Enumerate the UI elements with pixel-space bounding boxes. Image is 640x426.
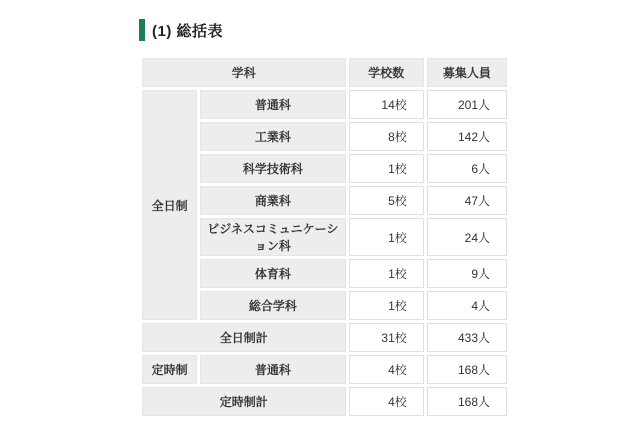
schools-cell: 1校 [349, 259, 424, 288]
header-people: 募集人員 [427, 58, 507, 87]
people-cell: 168人 [427, 387, 507, 416]
summary-table [139, 55, 510, 419]
schools-cell: 1校 [349, 291, 424, 320]
dept-cell: 普通科 [200, 355, 345, 384]
group-cell-part-time: 定時制 [142, 355, 197, 384]
people-cell: 201人 [427, 90, 507, 119]
table-row [142, 90, 507, 119]
dept-cell: 科学技術科 [200, 154, 345, 183]
dept-cell: 体育科 [200, 259, 345, 288]
people-cell: 47人 [427, 186, 507, 215]
schools-cell: 14校 [349, 90, 424, 119]
content-area [139, 19, 510, 419]
dept-cell: ビジネスコミュニケーション科 [200, 218, 345, 256]
dept-cell: 工業科 [200, 122, 345, 151]
page-title: (1) 総括表 [152, 22, 224, 40]
schools-cell: 4校 [349, 355, 424, 384]
dept-cell: 総合学科 [200, 291, 345, 320]
schools-cell: 31校 [349, 323, 424, 352]
people-cell: 9人 [427, 259, 507, 288]
header-dept: 学科 [142, 58, 346, 87]
schools-cell: 5校 [349, 186, 424, 215]
total-row-full-time [142, 323, 507, 352]
header-schools: 学校数 [349, 58, 424, 87]
header-row [142, 58, 507, 87]
people-cell: 142人 [427, 122, 507, 151]
total-row-part-time [142, 387, 507, 416]
people-cell: 6人 [427, 154, 507, 183]
dept-cell: 普通科 [200, 90, 345, 119]
schools-cell: 4校 [349, 387, 424, 416]
table-row [142, 355, 507, 384]
section-heading [139, 19, 510, 41]
people-cell: 24人 [427, 218, 507, 256]
dept-cell: 商業科 [200, 186, 345, 215]
group-cell-full-time: 全日制 [142, 90, 197, 320]
green-accent-bar [139, 19, 145, 41]
total-label-cell: 全日制計 [142, 323, 346, 352]
schools-cell: 1校 [349, 218, 424, 256]
schools-cell: 1校 [349, 154, 424, 183]
people-cell: 433人 [427, 323, 507, 352]
people-cell: 168人 [427, 355, 507, 384]
total-label-cell: 定時制計 [142, 387, 346, 416]
schools-cell: 8校 [349, 122, 424, 151]
people-cell: 4人 [427, 291, 507, 320]
